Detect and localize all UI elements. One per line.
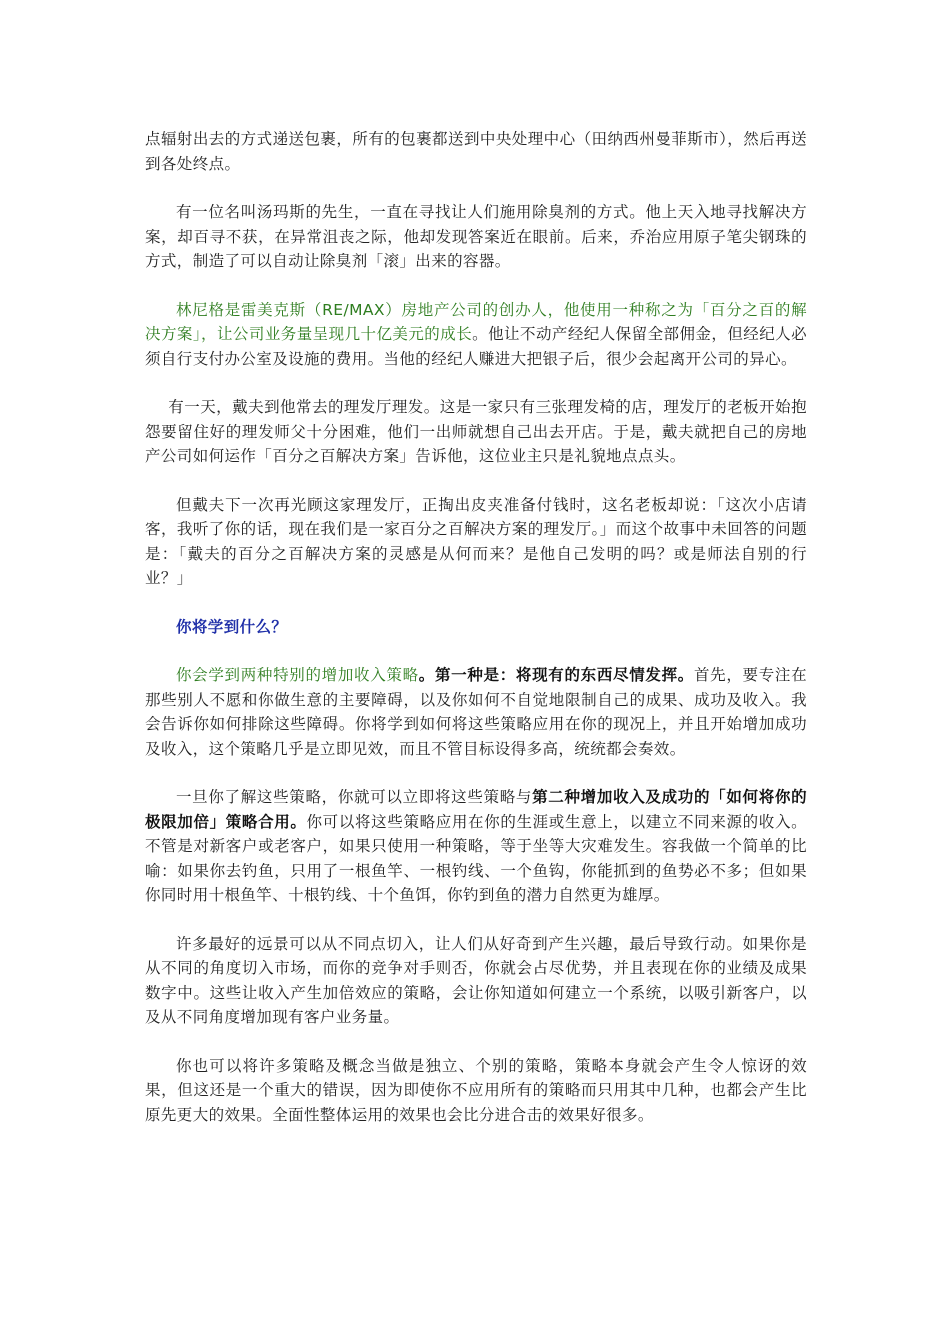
remax-rest: 。他让不动产经纪人保留全部佣金，但经纪人必须自行支付办公室及设施的费用。当他的经纪人赚进大把银子后，很少会起离开公司的异心。 [145, 325, 808, 368]
remax-highlight-b: ）房地产公司的创办人，他使用一种称之为「百分之百的解决方案」，让公司业务量呈现几十亿美元的成长 [145, 300, 808, 343]
section-heading: 你将学到什么？ [176, 616, 288, 636]
document-page [145, 127, 807, 1151]
paragraph-barber: 有一天，戴夫到他常去的理发厅理发。这是一家只有三张理发椅的店，理发厅的老板开始抱怨要留住好的理发师父十分困难，他们一出师就想自己出去开店。于是，戴夫就把自己的房地产公司如何运作「百分之百解决方案」告诉他，这位业主只是礼貌地点点头。 [145, 398, 807, 465]
paragraph-delivery: 点辐射出去的方式递送包裹，所有的包裹都送到中央处理中心（田纳西州曼菲斯市），然后再送到各处终点。 [145, 130, 807, 173]
paragraph-remax [145, 298, 807, 372]
second-strategy-rest: 你可以将这些策略应用在你的生涯或生意上，以建立不同来源的收入。不管是对新客户或老客户，如果只使用一种策略，等于坐等大灾难发生。容我做一个简单的比喻：如果你去钓鱼，只用了一根鱼竿、一根钓线、一个鱼钩，你能抓到的鱼势必不多；但如果你同时用十根鱼竿、十根钓线、十个鱼饵，你钓到鱼的潜力自然更为雄厚。 [145, 812, 807, 904]
paragraph-second-strategy [145, 785, 807, 908]
remax-brand: RE/MAX [322, 300, 385, 319]
second-strategy-intro: 一旦你了解这些策略，你就可以立即将这些策略与 [176, 788, 533, 806]
two-strategies-rest: 首先，要专注在那些别人不愿和你做生意的主要障碍，以及你如何不自觉地限制自己的成果、成功及收入。我会告诉你如何排除这些障碍。你将学到如何将这些策略应用在你的现况上，并且开始增加成功及收入，这个策略几乎是立即见效，而且不管目标设得多高，统统都会奏效。 [145, 666, 807, 758]
two-strategies-highlight: 你会学到两种特别的增加收入策略 [176, 666, 419, 684]
second-strategy-bold: 第二种增加收入及成功的「如何将你的极限加倍」策略合用。 [145, 787, 807, 831]
first-strategy-bold: 。第一种是：将现有的东西尽情发挥。 [418, 665, 694, 684]
paragraph-deodorant: 有一位名叫汤玛斯的先生，一直在寻找让人们施用除臭剂的方式。他上天入地寻找解决方案，却百寻不获，在异常沮丧之际，他却发现答案近在眼前。后来，乔治应用原子笔尖钢珠的方式，制造了可以自动让除臭剂「滚」出来的容器。 [145, 203, 807, 270]
paragraph-two-strategies [145, 663, 807, 761]
paragraph-entry-points: 许多最好的远景可以从不同点切入，让人们从好奇到产生兴趣，最后导致行动。如果你是从不同的角度切入市场，而你的竞争对手则否，你就会占尽优势，并且表现在你的业绩及成果数字中。这些让收入产生加倍效应的策略，会让你知道如何建立一个系统，以吸引新客户，以及从不同角度增加现有客户业务量。 [145, 934, 807, 1026]
remax-highlight-a: 林尼格是雷美克斯（ [176, 300, 323, 319]
paragraph-barber-followup: 但戴夫下一次再光顾这家理发厅，正掏出皮夹准备付钱时，这名老板却说：「这次小店请客，我听了你的话，现在我们是一家百分之百解决方案的理发厅。」而这个故事中未回答的问题是：「戴夫的百分之百解决方案的灵感是从何而来？是他自己发明的吗？或是师法自别的行业？」 [145, 495, 807, 587]
paragraph-holistic: 你也可以将许多策略及概念当做是独立、个别的策略，策略本身就会产生令人惊讶的效果，但这还是一个重大的错误，因为即使你不应用所有的策略而只用其中几种，也都会产生比原先更大的效果。全面性整体运用的效果也会比分进合击的效果好很多。 [145, 1056, 807, 1124]
